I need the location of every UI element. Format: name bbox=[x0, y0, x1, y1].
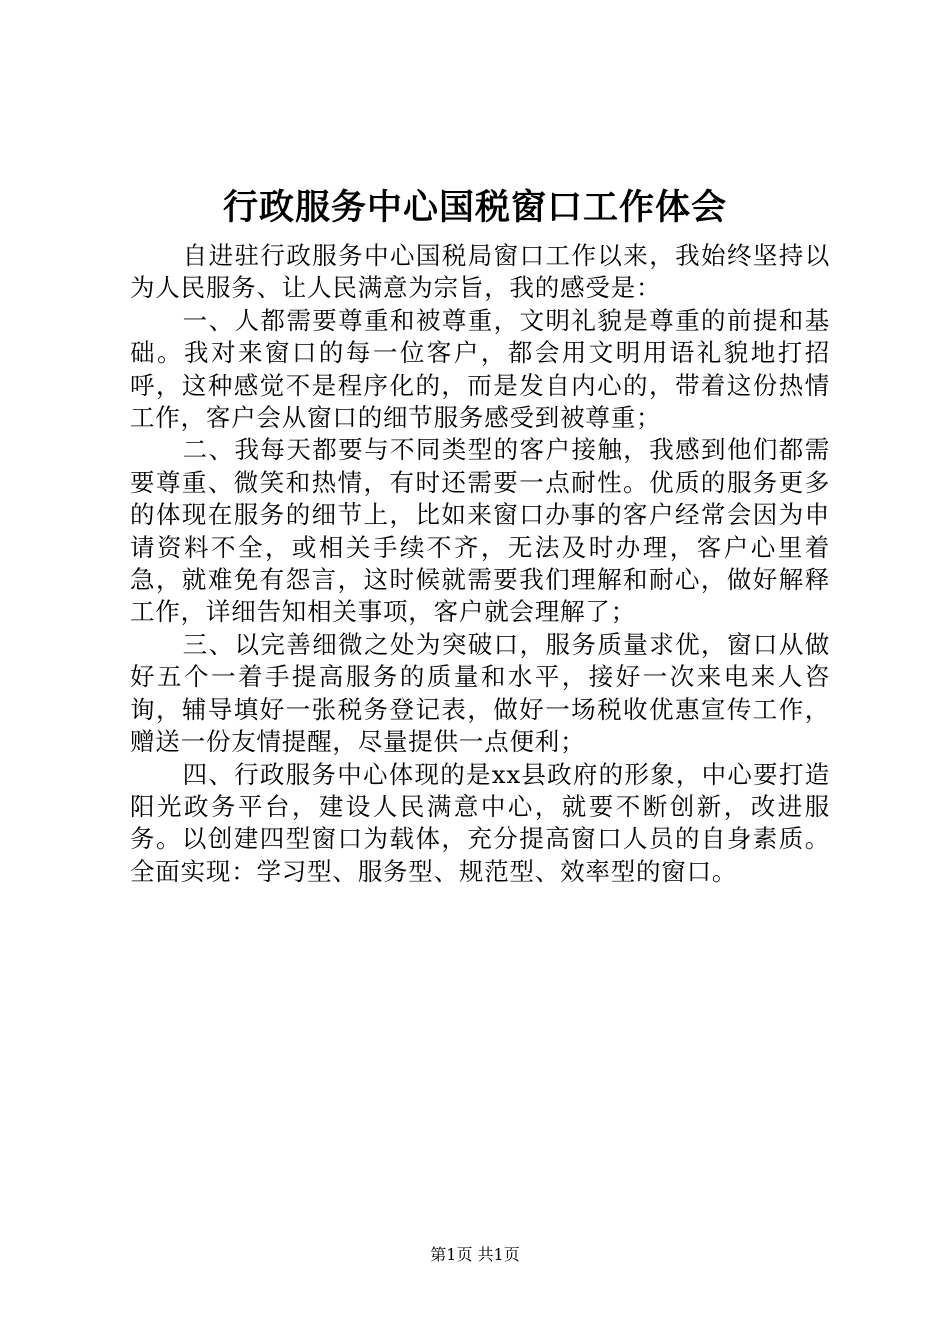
paragraph-point-4: 四、行政服务中心体现的是xx县政府的形象，中心要打造阳光政务平台，建设人民满意中心，就要不断创新，改进服务。以创建四型窗口为载体，充分提高窗口人员的自身素质。全面实现：学习型、服务型、规范型、效率型的窗口。 bbox=[130, 759, 830, 886]
document-title: 行政服务中心国税窗口工作体会 bbox=[222, 187, 727, 228]
page-number-footer: 第1页 共1页 bbox=[430, 1245, 520, 1264]
paragraph-intro: 自进驻行政服务中心国税局窗口工作以来，我始终坚持以为人民服务、让人民满意为宗旨，我的感受是： bbox=[130, 241, 830, 303]
paragraph-point-1: 一、人都需要尊重和被尊重，文明礼貌是尊重的前提和基础。我对来窗口的每一位客户，都会用文明用语礼貌地打招呼，这种感觉不是程序化的，而是发自内心的，带着这份热情工作，客户会从窗口的细节服务感受到被尊重； bbox=[130, 305, 830, 433]
paragraph-point-3: 三、以完善细微之处为突破口，服务质量求优，窗口从做好五个一着手提高服务的质量和水平，接好一次来电来人咨询，辅导填好一张税务登记表，做好一场税收优惠宣传工作，赠送一份友情提醒，尽量提供一点便利； bbox=[130, 629, 830, 757]
paragraph-point-2: 二、我每天都要与不同类型的客户接触，我感到他们都需要尊重、微笑和热情，有时还需要一点耐性。优质的服务更多的体现在服务的细节上，比如来窗口办事的客户经常会因为申请资料不全，或相关手续不齐，无法及时办理，客户心里着急，就难免有怨言，这时候就需要我们理解和耐心，做好解释工作，详细告知相关事项，客户就会理解了； bbox=[130, 435, 830, 627]
document-body bbox=[130, 240, 830, 888]
